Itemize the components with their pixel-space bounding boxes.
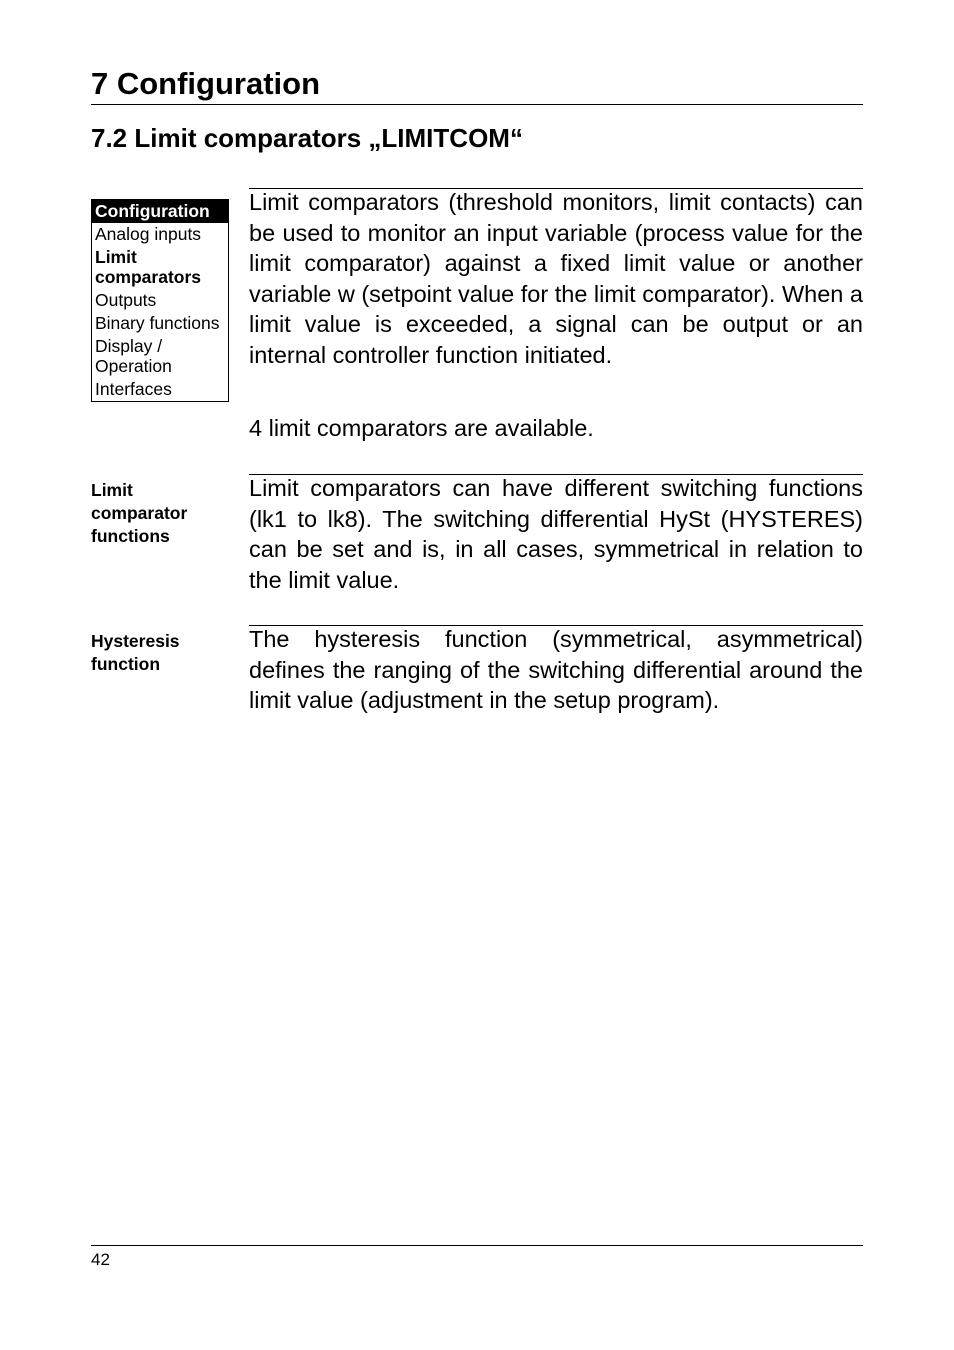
nav-item-binary-functions[interactable]: Binary functions — [95, 313, 220, 333]
chapter-title: 7 Configuration — [91, 66, 321, 101]
nav-header: Configuration — [92, 200, 228, 223]
nav-item-outputs[interactable]: Outputs — [95, 290, 157, 310]
configuration-nav — [91, 199, 229, 402]
functions-paragraph: Limit comparators can have different switching functions (lk1 to lk8). The switching differential HySt (HYSTERES) can be set and is, in all cases, symmetrical in relation to the limit value. — [249, 475, 863, 593]
nav-item-display-operation[interactable]: Display / Operation — [95, 336, 172, 376]
nav-item-interfaces[interactable]: Interfaces — [95, 379, 172, 399]
intro-paragraph: Limit comparators (threshold monitors, limit contacts) can be used to monitor an input variable (process value for the limit comparator) against a fixed limit value or another variable w (setpoint value for the limit comparator). When a limit value is exceeded, a signal can be output or an internal controller function initiated. — [249, 189, 863, 368]
section-title: 7.2 Limit comparators „LIMITCOM“ — [91, 123, 523, 153]
hysteresis-paragraph: The hysteresis function (symmetrical, asymmetrical) defines the ranging of the switching differential around the limit value (adjustment in the setup program). — [249, 626, 863, 713]
hysteresis-margin-label: Hysteresis function — [91, 631, 180, 674]
nav-item-analog-inputs[interactable]: Analog inputs — [95, 224, 202, 244]
nav-item-limit-comparators[interactable]: Limit comparators — [95, 247, 202, 287]
footer-divider — [91, 1245, 863, 1246]
availability-paragraph: 4 limit comparators are available. — [249, 415, 594, 441]
functions-margin-label: Limit comparator functions — [91, 480, 188, 546]
page-number: 42 — [91, 1250, 110, 1269]
chapter-divider — [91, 104, 863, 105]
